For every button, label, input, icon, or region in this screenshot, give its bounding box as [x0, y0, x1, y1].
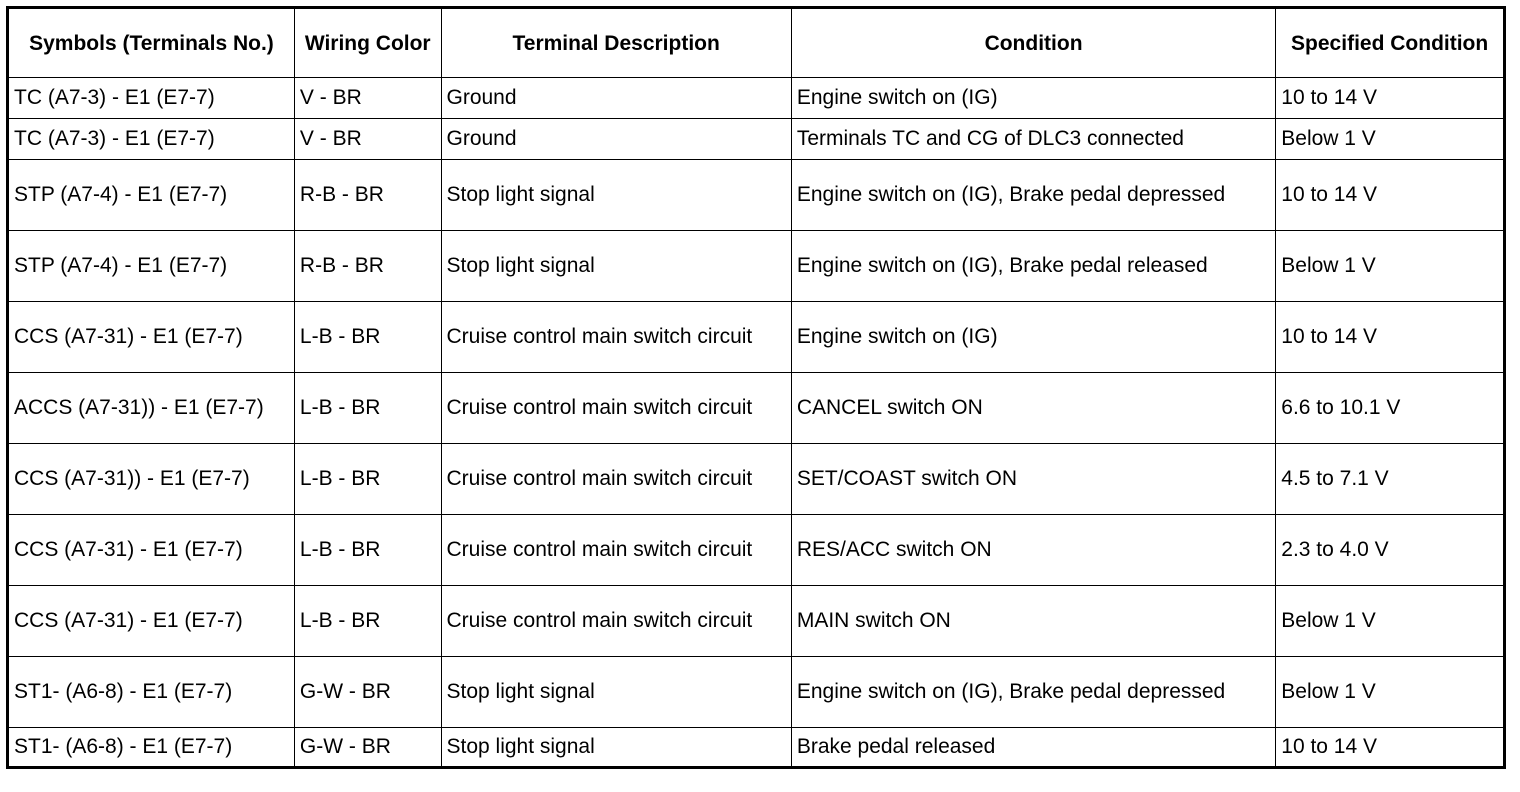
cell-wiring-color: R-B - BR — [294, 160, 441, 231]
table-row — [8, 657, 1505, 728]
cell-symbols: CCS (A7-31) - E1 (E7-7) — [8, 586, 295, 657]
cell-wiring-color: L-B - BR — [294, 302, 441, 373]
cell-specified-condition: 10 to 14 V — [1276, 78, 1505, 119]
header-condition: Condition — [791, 8, 1275, 78]
cell-symbols: ACCS (A7-31)) - E1 (E7-7) — [8, 373, 295, 444]
cell-symbols: TC (A7-3) - E1 (E7-7) — [8, 119, 295, 160]
cell-condition: Engine switch on (IG), Brake pedal released — [791, 231, 1275, 302]
cell-wiring-color: R-B - BR — [294, 231, 441, 302]
header-row — [8, 8, 1505, 78]
terminal-spec-table — [6, 6, 1506, 769]
cell-wiring-color: G-W - BR — [294, 657, 441, 728]
table-row — [8, 444, 1505, 515]
header-specified-condition: Specified Condition — [1276, 8, 1505, 78]
cell-condition: Engine switch on (IG), Brake pedal depressed — [791, 657, 1275, 728]
cell-terminal-description: Cruise control main switch circuit — [441, 444, 791, 515]
cell-specified-condition: 10 to 14 V — [1276, 302, 1505, 373]
cell-specified-condition: Below 1 V — [1276, 586, 1505, 657]
cell-terminal-description: Cruise control main switch circuit — [441, 373, 791, 444]
cell-condition: Engine switch on (IG) — [791, 78, 1275, 119]
table-row — [8, 119, 1505, 160]
cell-wiring-color: L-B - BR — [294, 515, 441, 586]
table-row — [8, 515, 1505, 586]
cell-specified-condition: 4.5 to 7.1 V — [1276, 444, 1505, 515]
cell-condition: RES/ACC switch ON — [791, 515, 1275, 586]
cell-condition: SET/COAST switch ON — [791, 444, 1275, 515]
cell-condition: Terminals TC and CG of DLC3 connected — [791, 119, 1275, 160]
cell-wiring-color: V - BR — [294, 119, 441, 160]
table-row — [8, 78, 1505, 119]
cell-symbols: CCS (A7-31)) - E1 (E7-7) — [8, 444, 295, 515]
cell-terminal-description: Stop light signal — [441, 160, 791, 231]
cell-terminal-description: Ground — [441, 78, 791, 119]
header-symbols: Symbols (Terminals No.) — [8, 8, 295, 78]
table-row — [8, 302, 1505, 373]
header-terminal-description: Terminal Description — [441, 8, 791, 78]
table-row — [8, 728, 1505, 768]
cell-wiring-color: L-B - BR — [294, 444, 441, 515]
cell-symbols: ST1- (A6-8) - E1 (E7-7) — [8, 728, 295, 768]
cell-symbols: CCS (A7-31) - E1 (E7-7) — [8, 515, 295, 586]
cell-symbols: STP (A7-4) - E1 (E7-7) — [8, 160, 295, 231]
cell-symbols: STP (A7-4) - E1 (E7-7) — [8, 231, 295, 302]
cell-specified-condition: 10 to 14 V — [1276, 160, 1505, 231]
cell-wiring-color: V - BR — [294, 78, 441, 119]
table-row — [8, 586, 1505, 657]
cell-wiring-color: G-W - BR — [294, 728, 441, 768]
cell-specified-condition: 10 to 14 V — [1276, 728, 1505, 768]
cell-terminal-description: Stop light signal — [441, 728, 791, 768]
cell-condition: CANCEL switch ON — [791, 373, 1275, 444]
table-row — [8, 231, 1505, 302]
cell-specified-condition: Below 1 V — [1276, 119, 1505, 160]
cell-specified-condition: Below 1 V — [1276, 231, 1505, 302]
cell-terminal-description: Cruise control main switch circuit — [441, 515, 791, 586]
header-wiring-color: Wiring Color — [294, 8, 441, 78]
cell-specified-condition: 2.3 to 4.0 V — [1276, 515, 1505, 586]
table-row — [8, 160, 1505, 231]
cell-condition: MAIN switch ON — [791, 586, 1275, 657]
cell-terminal-description: Cruise control main switch circuit — [441, 586, 791, 657]
cell-condition: Brake pedal released — [791, 728, 1275, 768]
cell-wiring-color: L-B - BR — [294, 586, 441, 657]
cell-condition: Engine switch on (IG) — [791, 302, 1275, 373]
cell-symbols: CCS (A7-31) - E1 (E7-7) — [8, 302, 295, 373]
cell-condition: Engine switch on (IG), Brake pedal depressed — [791, 160, 1275, 231]
cell-terminal-description: Stop light signal — [441, 657, 791, 728]
cell-specified-condition: Below 1 V — [1276, 657, 1505, 728]
cell-terminal-description: Stop light signal — [441, 231, 791, 302]
table-row — [8, 373, 1505, 444]
cell-wiring-color: L-B - BR — [294, 373, 441, 444]
cell-symbols: ST1- (A6-8) - E1 (E7-7) — [8, 657, 295, 728]
cell-terminal-description: Cruise control main switch circuit — [441, 302, 791, 373]
cell-symbols: TC (A7-3) - E1 (E7-7) — [8, 78, 295, 119]
cell-terminal-description: Ground — [441, 119, 791, 160]
cell-specified-condition: 6.6 to 10.1 V — [1276, 373, 1505, 444]
